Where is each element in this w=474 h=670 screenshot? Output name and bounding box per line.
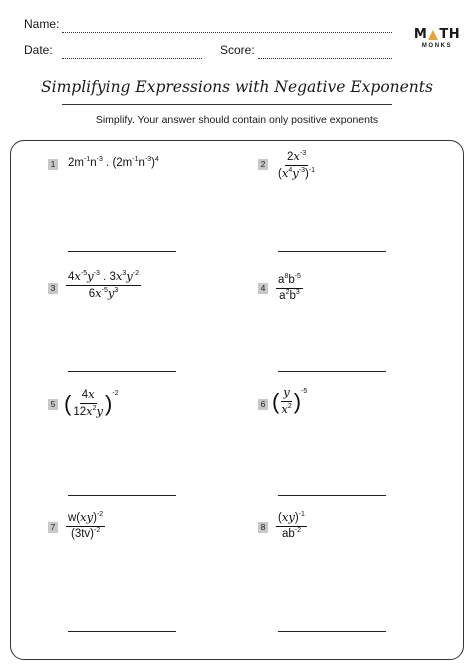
triangle-icon bbox=[428, 30, 438, 40]
logo-text-th: TH bbox=[439, 27, 461, 42]
name-label: Name: bbox=[24, 17, 60, 31]
answer-line-4[interactable] bbox=[278, 371, 386, 372]
instructions: Simplify. Your answer should contain only positive exponents bbox=[95, 114, 379, 126]
name-field[interactable] bbox=[62, 32, 392, 33]
problem-4-expression: $\frac{a^8b^{-5}}{a^2b^3}$ bbox=[278, 273, 301, 302]
problem-1-expression: $2m^{-1}n^{-3}$ . $(2m^{-1}n^{-3})^4$ bbox=[68, 156, 159, 169]
problem-2-expression: $\frac{2x^{-3}}{(x^4y^{-3})^{-1}}$ bbox=[278, 149, 316, 180]
problem-6-expression: ( $\frac{y}{x^2}$ )$^{-5}$ bbox=[272, 385, 308, 416]
problem-number: 3 bbox=[48, 283, 58, 294]
logo-text-m: M bbox=[413, 27, 428, 42]
math-monks-logo bbox=[414, 27, 460, 49]
problem-8-expression: $\frac{(xy)^{-1}}{ab^{-2}}$ bbox=[278, 510, 305, 540]
page-title: Simplifying Expressions with Negative Exponents bbox=[41, 78, 433, 96]
answer-line-2[interactable] bbox=[278, 251, 386, 252]
logo-text-monks: MONKS bbox=[421, 43, 453, 49]
answer-line-6[interactable] bbox=[278, 495, 386, 496]
title-underline bbox=[62, 104, 392, 105]
problem-number: 4 bbox=[258, 283, 268, 294]
problem-number: 2 bbox=[258, 159, 268, 170]
answer-line-8[interactable] bbox=[278, 631, 386, 632]
answer-line-3[interactable] bbox=[68, 371, 176, 372]
problem-number: 6 bbox=[258, 399, 268, 410]
score-field[interactable] bbox=[258, 58, 392, 59]
problem-number: 5 bbox=[48, 399, 58, 410]
answer-line-5[interactable] bbox=[68, 495, 176, 496]
problem-number: 1 bbox=[48, 159, 58, 170]
problem-number: 8 bbox=[258, 522, 268, 533]
answer-line-1[interactable] bbox=[68, 251, 176, 252]
problem-3-expression: $\frac{4x^{-5}y^{-3} . 3x^3y^{-2}}{6x^{-5}y^3}$ bbox=[68, 269, 139, 300]
date-label: Date: bbox=[24, 43, 53, 57]
score-label: Score: bbox=[220, 43, 255, 57]
problem-number: 7 bbox=[48, 522, 58, 533]
problem-7-expression: $\frac{w(xy)^{-2}}{(3tv)^{-2}}$ bbox=[68, 510, 104, 540]
answer-line-7[interactable] bbox=[68, 631, 176, 632]
date-field[interactable] bbox=[62, 58, 202, 59]
problem-5-expression: ( $\frac{4x}{12x^2y}$ )$^{-2}$ bbox=[64, 387, 119, 418]
